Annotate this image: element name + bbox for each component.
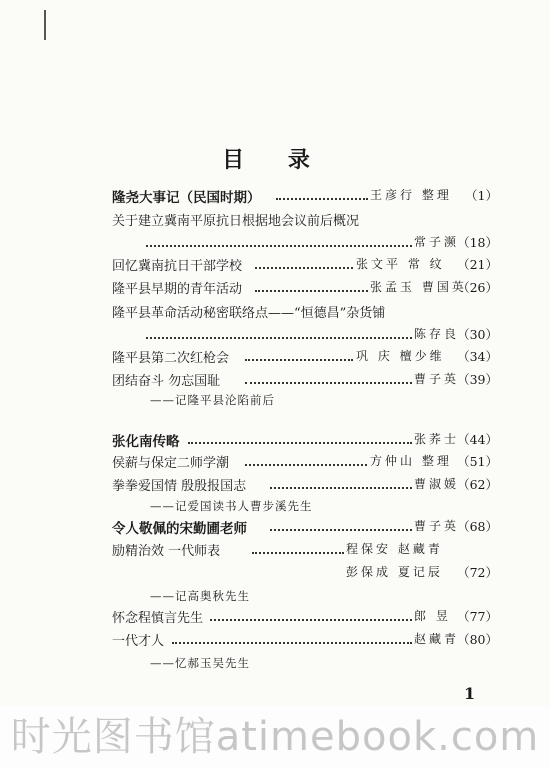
entry-page: （72）	[457, 565, 498, 580]
entry-title: 回忆冀南抗日干部学校	[112, 255, 244, 274]
dot-leader	[172, 642, 412, 644]
toc-entry	[0, 370, 550, 392]
entry-subtitle: ——忆郝玉吴先生	[150, 656, 250, 670]
toc-entry	[0, 302, 550, 324]
toc-entry	[0, 430, 550, 452]
entry-page: （18）	[457, 235, 498, 250]
entry-author: 陈存良	[414, 327, 460, 341]
page-number: 1	[464, 684, 476, 703]
entry-title: 隆平县早期的青年活动	[112, 278, 244, 297]
dot-leader	[255, 290, 368, 292]
dot-leader	[146, 337, 412, 339]
toc-entry	[0, 517, 550, 539]
entry-title: 拳拳爱国情 殷殷报国志	[112, 475, 248, 494]
dot-leader	[270, 487, 412, 489]
entry-author: 张文平 常 纹	[356, 257, 445, 271]
entry-page: （34）	[457, 349, 498, 364]
entry-author: 程保安 赵藏青	[346, 542, 443, 556]
entry-author: 王彦行 整理	[370, 188, 452, 202]
entry-page: （39）	[457, 372, 498, 387]
entry-page: （1）	[465, 188, 498, 203]
toc-entry	[0, 278, 550, 300]
toc-entry	[0, 540, 550, 562]
entry-title: 隆尧大事记（民国时期）	[112, 186, 263, 206]
toc-entry	[0, 475, 550, 497]
entry-page: （62）	[457, 477, 498, 492]
dot-leader	[270, 529, 412, 531]
entry-title: 侯薪与保定二师学潮	[112, 452, 231, 471]
dot-leader	[276, 198, 368, 200]
entry-author: 方仲山 整理	[370, 454, 452, 468]
entry-page: （44）	[457, 432, 498, 447]
entry-page: （21）	[457, 257, 498, 272]
entry-page: （26）	[457, 280, 498, 295]
dot-leader	[252, 552, 344, 554]
binding-edge-mark	[44, 10, 46, 40]
entry-author: 曹淑媛	[414, 477, 460, 491]
entry-author: 彭保成 夏记辰	[346, 565, 443, 579]
toc-entry	[0, 325, 550, 347]
toc-entry	[0, 186, 550, 208]
watermark-banner: 时光图书馆atimebook.com	[0, 706, 550, 768]
entry-title: 关于建立冀南平原抗日根据地会议前后概况	[112, 210, 361, 229]
toc-entry	[0, 630, 550, 652]
dot-leader	[210, 619, 412, 621]
entry-author: 常子濒	[414, 235, 460, 249]
entry-title: 励精治效 一代师表	[112, 540, 222, 559]
entry-title: 张化南传略	[112, 430, 182, 450]
entry-page: （77）	[457, 609, 498, 624]
dot-leader	[245, 382, 412, 384]
toc-entry	[0, 347, 550, 369]
toc-title: 目 录	[222, 147, 328, 173]
dot-leader	[245, 464, 367, 466]
entry-author: 曹子英	[414, 372, 460, 386]
entry-title: 隆平县第二次红枪会	[112, 347, 231, 366]
entry-title: 一代才人	[112, 630, 166, 649]
entry-subtitle: ——记爱国读书人曹步溪先生	[150, 499, 313, 513]
entry-author: 曹子英	[414, 519, 460, 533]
entry-author: 赵藏青	[414, 632, 460, 646]
entry-page: （30）	[457, 327, 498, 342]
entry-author: 张荞士	[414, 432, 460, 446]
entry-title: 团结奋斗 勿忘国耻	[112, 370, 222, 389]
entry-page: （80）	[457, 632, 498, 647]
entry-title: 隆平县革命活动秘密联络点——“恒德昌”杂货铺	[112, 302, 387, 321]
toc-entry	[0, 210, 550, 232]
toc-entry	[0, 452, 550, 474]
toc-entry	[0, 607, 550, 629]
entry-title: 令人敬佩的宋勤圃老师	[112, 517, 249, 537]
dot-leader	[146, 245, 412, 247]
toc-entry	[0, 255, 550, 277]
toc-entry	[0, 563, 550, 585]
entry-title: 怀念程慎言先生	[112, 607, 205, 626]
entry-author: 巩 庆 檀少维	[356, 349, 445, 363]
dot-leader	[255, 267, 353, 269]
entry-subtitle: ——记隆平县沦陷前后	[150, 393, 275, 407]
entry-subtitle: ——记高奥秋先生	[150, 589, 250, 603]
entry-author: 张孟玉 曹国英	[370, 280, 467, 294]
dot-leader	[188, 442, 412, 444]
toc-entry	[0, 233, 550, 255]
entry-page: （68）	[457, 519, 498, 534]
entry-author: 郎 昱	[414, 609, 451, 623]
entry-page: （51）	[457, 454, 498, 469]
dot-leader	[245, 359, 353, 361]
